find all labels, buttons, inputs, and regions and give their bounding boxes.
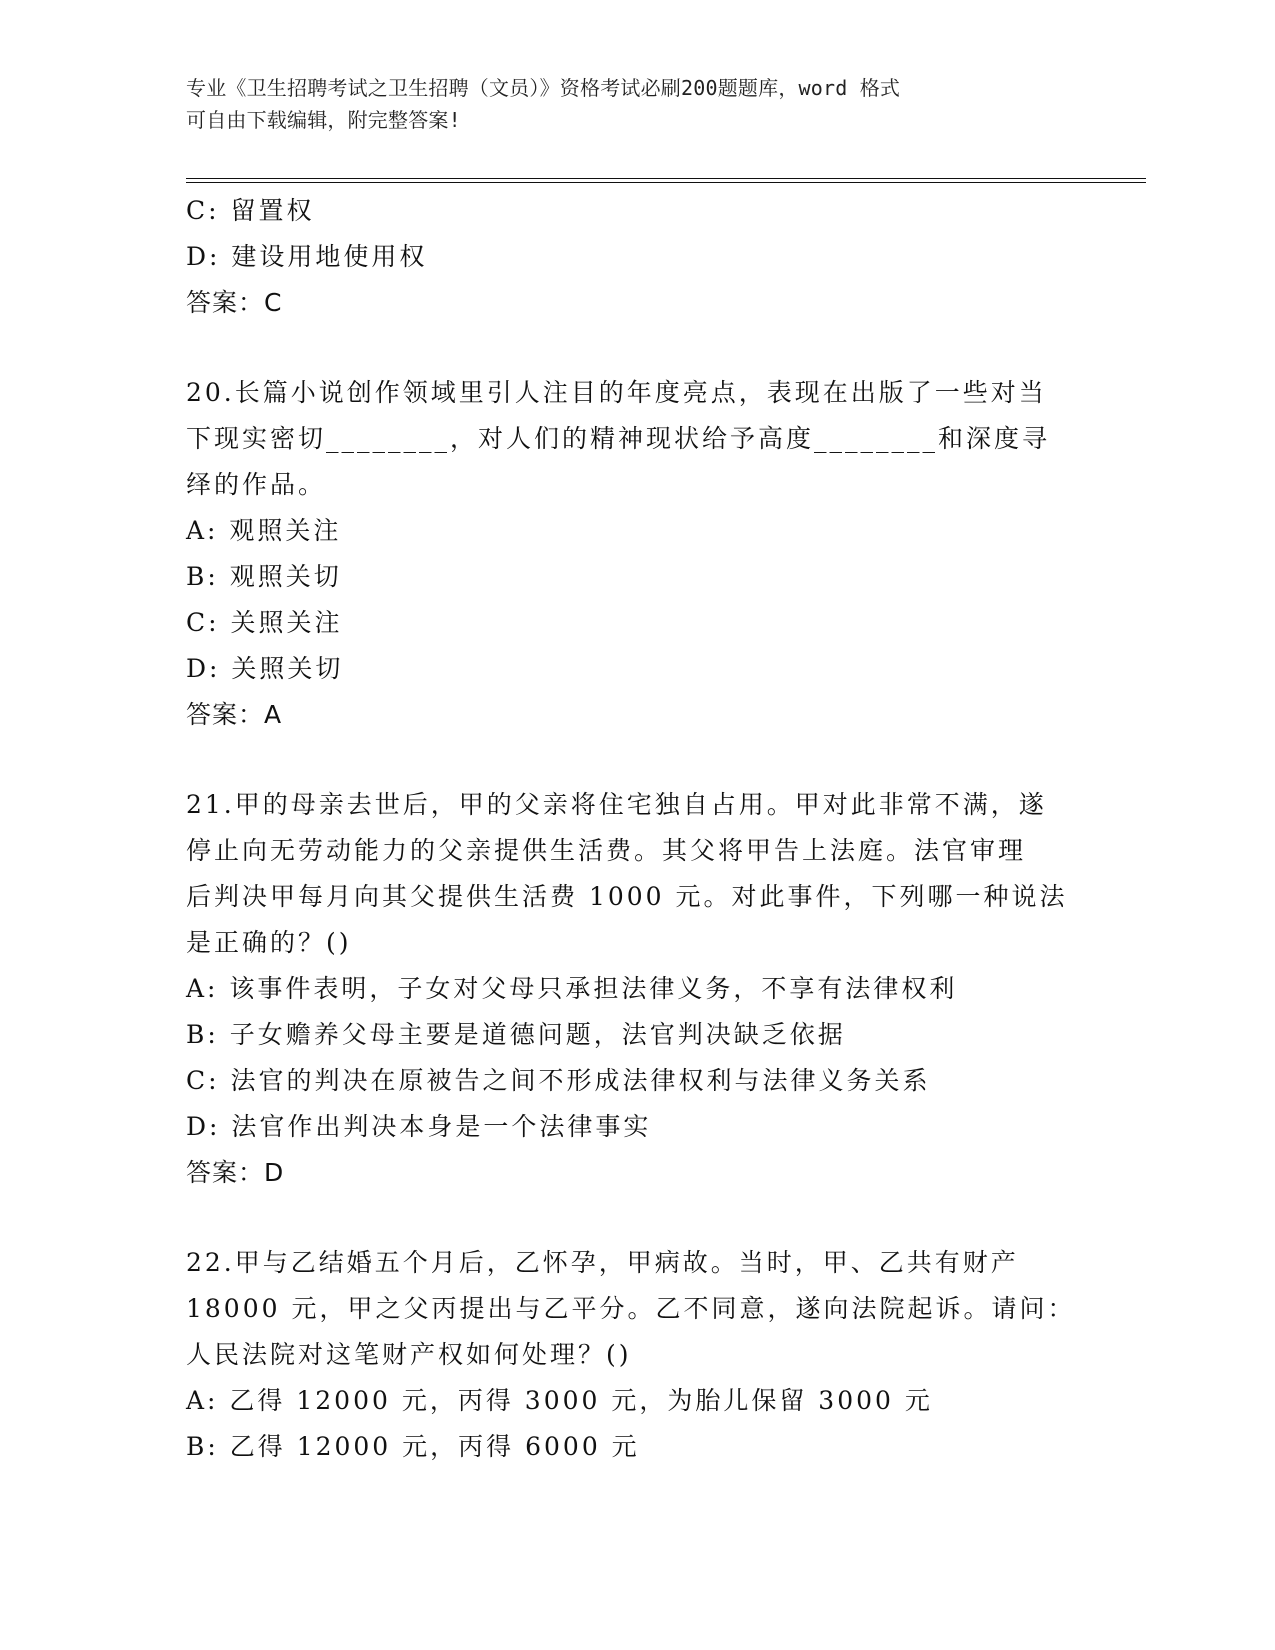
spacer [186, 1196, 1086, 1240]
spacer [186, 738, 1086, 782]
header-divider-bottom [186, 182, 1146, 183]
option-d: D: 建设用地使用权 [186, 242, 428, 271]
option-b: B: 乙得 12000 元，丙得 6000 元 [186, 1432, 640, 1461]
question-text-line: 后判决甲每月向其父提供生活费 1000 元。对此事件，下列哪一种说法 [186, 882, 1068, 911]
option-a: A: 乙得 12000 元，丙得 3000 元，为胎儿保留 3000 元 [186, 1386, 933, 1415]
option-b: B: 子女赡养父母主要是道德问题，法官判决缺乏依据 [186, 1020, 846, 1049]
answer-line: 答案：C [186, 288, 283, 317]
question-text-line: 人民法院对这笔财产权如何处理？() [186, 1340, 632, 1369]
answer-line: 答案：A [186, 700, 283, 729]
question-text-line: 是正确的？() [186, 928, 352, 957]
document-header [186, 72, 1086, 136]
option-c: C: 留置权 [186, 196, 315, 225]
header-divider-top [186, 178, 1146, 179]
question-text-line: 绎的作品。 [186, 470, 327, 499]
question-21 [186, 782, 1086, 1196]
question-19-tail [186, 188, 1086, 326]
header-title-line-2: 可自由下载编辑，附完整答案! [186, 108, 461, 132]
option-d: D: 法官作出判决本身是一个法律事实 [186, 1112, 652, 1141]
question-22 [186, 1240, 1086, 1470]
question-text-line: 21.甲的母亲去世后，甲的父亲将住宅独自占用。甲对此非常不满，遂 [186, 790, 1047, 819]
option-d: D: 关照关切 [186, 654, 344, 683]
answer-line: 答案：D [186, 1158, 285, 1187]
question-text-line: 停止向无劳动能力的父亲提供生活费。其父将甲告上法庭。法官审理 [186, 836, 1027, 865]
question-text-line: 20.长篇小说创作领域里引人注目的年度亮点，表现在出版了一些对当 [186, 378, 1047, 407]
option-a: A: 该事件表明，子女对父母只承担法律义务，不享有法律权利 [186, 974, 958, 1003]
option-a: A: 观照关注 [186, 516, 342, 545]
question-list [186, 188, 1086, 1470]
question-text-line: 18000 元，甲之父丙提出与乙平分。乙不同意，遂向法院起诉。请问： [186, 1294, 1076, 1323]
spacer [186, 326, 1086, 370]
question-text-line: 下现实密切________，对人们的精神现状给予高度________和深度寻 [186, 424, 1051, 453]
option-c: C: 关照关注 [186, 608, 343, 637]
option-c: C: 法官的判决在原被告之间不形成法律权利与法律义务关系 [186, 1066, 931, 1095]
option-b: B: 观照关切 [186, 562, 342, 591]
question-text-line: 22.甲与乙结婚五个月后，乙怀孕，甲病故。当时，甲、乙共有财产 [186, 1248, 1019, 1277]
question-20 [186, 370, 1086, 738]
header-title-line-1: 专业《卫生招聘考试之卫生招聘（文员）》资格考试必刷200题题库，word 格式 [186, 76, 901, 100]
